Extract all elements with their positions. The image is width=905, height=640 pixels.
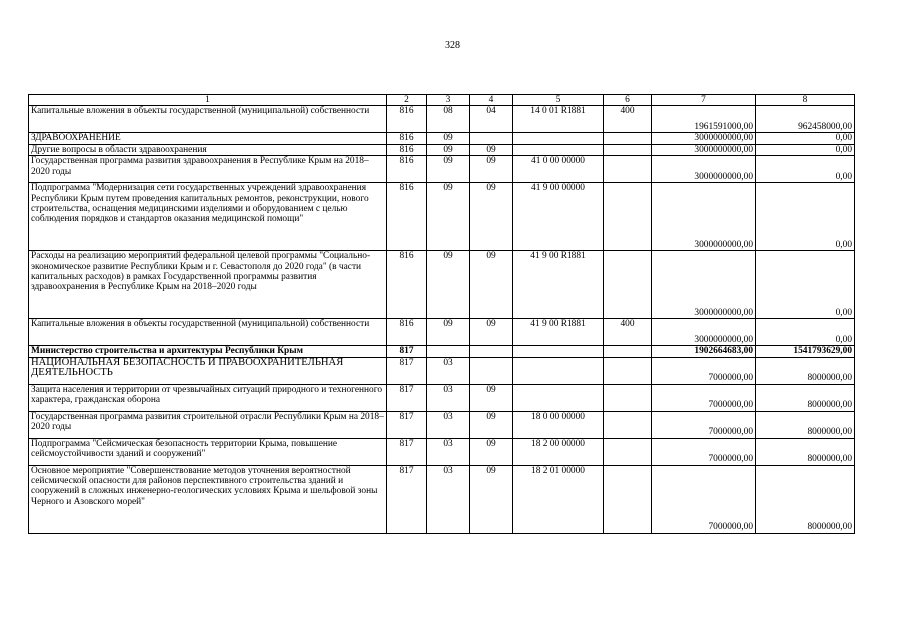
row-section-cell: [427, 346, 470, 357]
row-expense-type-cell: [604, 346, 652, 357]
row-amount-2019-cell: 7000000,00: [652, 438, 756, 465]
row-amount-2020-cell: 0,00: [756, 133, 855, 144]
row-amount-2020-cell: 0,00: [756, 183, 855, 251]
row-code-cell: 817: [387, 384, 427, 411]
row-subsection-cell: 09: [470, 251, 513, 319]
header-cell: 7: [652, 95, 756, 106]
row-subsection-cell: 09: [470, 384, 513, 411]
row-name-cell: Капитальные вложения в объекты государственной (муниципальной) собственности: [29, 319, 387, 346]
row-subsection-cell: 09: [470, 183, 513, 251]
row-code-cell: 816: [387, 319, 427, 346]
row-amount-2020-cell: 8000000,00: [756, 465, 855, 533]
row-expense-type-cell: [604, 411, 652, 438]
row-expense-type-cell: [604, 438, 652, 465]
table-row: [29, 357, 855, 384]
row-amount-2020-cell: 8000000,00: [756, 384, 855, 411]
row-amount-2019-cell: 7000000,00: [652, 384, 756, 411]
header-cell: 1: [29, 95, 387, 106]
row-code-cell: 817: [387, 346, 427, 357]
row-name-cell: Государственная программа развития здравоохранения в Республике Крым на 2018–2020 годы: [29, 156, 387, 183]
table-row: [29, 384, 855, 411]
row-target-article-cell: 41 9 00 R1881: [513, 319, 604, 346]
table-row: [29, 465, 855, 533]
row-expense-type-cell: [604, 144, 652, 155]
row-name-cell: Расходы на реализацию мероприятий федеральной целевой программы "Социально-экономическое развитие Республики Крым и г. Севастополя до 2020 года" (в части капитальных расходов) в рамках Государственной программы развития здравоохранения в Республике Крым на 2018–2020 годы: [29, 251, 387, 319]
table-row: [29, 411, 855, 438]
row-expense-type-cell: 400: [604, 106, 652, 133]
table-row: [29, 251, 855, 319]
header-cell: 4: [470, 95, 513, 106]
row-section-cell: 03: [427, 465, 470, 533]
row-amount-2020-cell: 0,00: [756, 251, 855, 319]
row-target-article-cell: 18 2 00 00000: [513, 438, 604, 465]
header-cell: 5: [513, 95, 604, 106]
row-name-cell: НАЦИОНАЛЬНАЯ БЕЗОПАСНОСТЬ И ПРАВООХРАНИТЕЛЬНАЯ ДЕЯТЕЛЬНОСТЬ: [29, 357, 387, 384]
table-row: [29, 133, 855, 144]
row-amount-2020-cell: 962458000,00: [756, 106, 855, 133]
row-amount-2019-cell: 3000000000,00: [652, 251, 756, 319]
row-target-article-cell: 18 0 00 00000: [513, 411, 604, 438]
row-expense-type-cell: [604, 384, 652, 411]
row-subsection-cell: [470, 133, 513, 144]
header-cell: 8: [756, 95, 855, 106]
row-expense-type-cell: [604, 133, 652, 144]
row-amount-2019-cell: 3000000000,00: [652, 183, 756, 251]
table-row: [29, 319, 855, 346]
row-expense-type-cell: [604, 183, 652, 251]
row-expense-type-cell: [604, 465, 652, 533]
row-target-article-cell: [513, 346, 604, 357]
row-name-cell: Капитальные вложения в объекты государственной (муниципальной) собственности: [29, 106, 387, 133]
table-row: [29, 183, 855, 251]
row-name-cell: Подпрограмма "Модернизация сети государственных учреждений здравоохранения Республики Крым путем проведения капитальных ремонтов, реконструкции, нового строительства, оснащения медицинскими изделиями и оборудованием с целью соблюдения порядков и стандартов оказания медицинской помощи": [29, 183, 387, 251]
row-subsection-cell: 09: [470, 411, 513, 438]
row-code-cell: 817: [387, 357, 427, 384]
budget-table: [28, 94, 855, 534]
row-subsection-cell: 09: [470, 438, 513, 465]
row-section-cell: 09: [427, 251, 470, 319]
row-section-cell: 08: [427, 106, 470, 133]
row-amount-2019-cell: 7000000,00: [652, 465, 756, 533]
row-amount-2019-cell: 7000000,00: [652, 411, 756, 438]
row-expense-type-cell: [604, 251, 652, 319]
row-amount-2020-cell: 0,00: [756, 156, 855, 183]
row-subsection-cell: 09: [470, 156, 513, 183]
row-expense-type-cell: [604, 156, 652, 183]
row-code-cell: 816: [387, 183, 427, 251]
row-code-cell: 816: [387, 251, 427, 319]
table-row: [29, 346, 855, 357]
row-subsection-cell: [470, 357, 513, 384]
row-code-cell: 817: [387, 465, 427, 533]
table-row: [29, 438, 855, 465]
page-number: 328: [445, 40, 460, 51]
row-target-article-cell: [513, 384, 604, 411]
row-amount-2020-cell: 1541793629,00: [756, 346, 855, 357]
row-subsection-cell: 04: [470, 106, 513, 133]
row-code-cell: 817: [387, 411, 427, 438]
row-section-cell: 09: [427, 156, 470, 183]
row-amount-2020-cell: 0,00: [756, 319, 855, 346]
table-row: [29, 156, 855, 183]
row-target-article-cell: [513, 357, 604, 384]
row-amount-2020-cell: 8000000,00: [756, 357, 855, 384]
row-name-cell: Министерство строительства и архитектуры Республики Крым: [29, 346, 387, 357]
row-amount-2019-cell: 3000000000,00: [652, 144, 756, 155]
table-row: [29, 144, 855, 155]
row-target-article-cell: [513, 144, 604, 155]
row-subsection-cell: 09: [470, 465, 513, 533]
row-subsection-cell: 09: [470, 319, 513, 346]
row-target-article-cell: 41 0 00 00000: [513, 156, 604, 183]
row-code-cell: 816: [387, 106, 427, 133]
row-amount-2019-cell: 3000000000,00: [652, 133, 756, 144]
row-subsection-cell: [470, 346, 513, 357]
row-name-cell: Защита населения и территории от чрезвычайных ситуаций природного и техногенного характера, гражданская оборона: [29, 384, 387, 411]
header-cell: 2: [387, 95, 427, 106]
row-name-cell: Подпрограмма "Сейсмическая безопасность территории Крыма, повышение сейсмоустойчивости зданий и сооружений": [29, 438, 387, 465]
row-target-article-cell: 41 9 00 00000: [513, 183, 604, 251]
row-code-cell: 817: [387, 438, 427, 465]
row-target-article-cell: 41 9 00 R1881: [513, 251, 604, 319]
row-amount-2019-cell: 1961591000,00: [652, 106, 756, 133]
header-row: [29, 95, 855, 106]
row-code-cell: 816: [387, 133, 427, 144]
header-cell: 6: [604, 95, 652, 106]
row-section-cell: 03: [427, 438, 470, 465]
row-target-article-cell: 18 2 01 00000: [513, 465, 604, 533]
row-section-cell: 09: [427, 319, 470, 346]
row-code-cell: 816: [387, 156, 427, 183]
row-section-cell: 09: [427, 133, 470, 144]
row-section-cell: 03: [427, 411, 470, 438]
row-name-cell: Другие вопросы в области здравоохранения: [29, 144, 387, 155]
row-expense-type-cell: [604, 357, 652, 384]
row-section-cell: 09: [427, 183, 470, 251]
header-cell: 3: [427, 95, 470, 106]
row-target-article-cell: 14 0 01 R1881: [513, 106, 604, 133]
row-expense-type-cell: 400: [604, 319, 652, 346]
row-amount-2019-cell: 7000000,00: [652, 357, 756, 384]
row-amount-2020-cell: 0,00: [756, 144, 855, 155]
row-amount-2019-cell: 3000000000,00: [652, 156, 756, 183]
row-subsection-cell: 09: [470, 144, 513, 155]
row-amount-2019-cell: 3000000000,00: [652, 319, 756, 346]
row-section-cell: 03: [427, 384, 470, 411]
row-target-article-cell: [513, 133, 604, 144]
row-code-cell: 816: [387, 144, 427, 155]
row-name-cell: ЗДРАВООХРАНЕНИЕ: [29, 133, 387, 144]
row-section-cell: 09: [427, 144, 470, 155]
row-amount-2020-cell: 8000000,00: [756, 411, 855, 438]
row-amount-2020-cell: 8000000,00: [756, 438, 855, 465]
row-amount-2019-cell: 1902664683,00: [652, 346, 756, 357]
row-name-cell: Государственная программа развития строительной отрасли Республики Крым на 2018–2020 годы: [29, 411, 387, 438]
row-section-cell: 03: [427, 357, 470, 384]
table-row: [29, 106, 855, 133]
row-name-cell: Основное мероприятие "Совершенствование методов уточнения вероятностной сейсмической опасности для районов перспективного строительства зданий и сооружений в сложных инженерно-геологических условиях Крыма и шельфовой зоны Черного и Азовского морей": [29, 465, 387, 533]
